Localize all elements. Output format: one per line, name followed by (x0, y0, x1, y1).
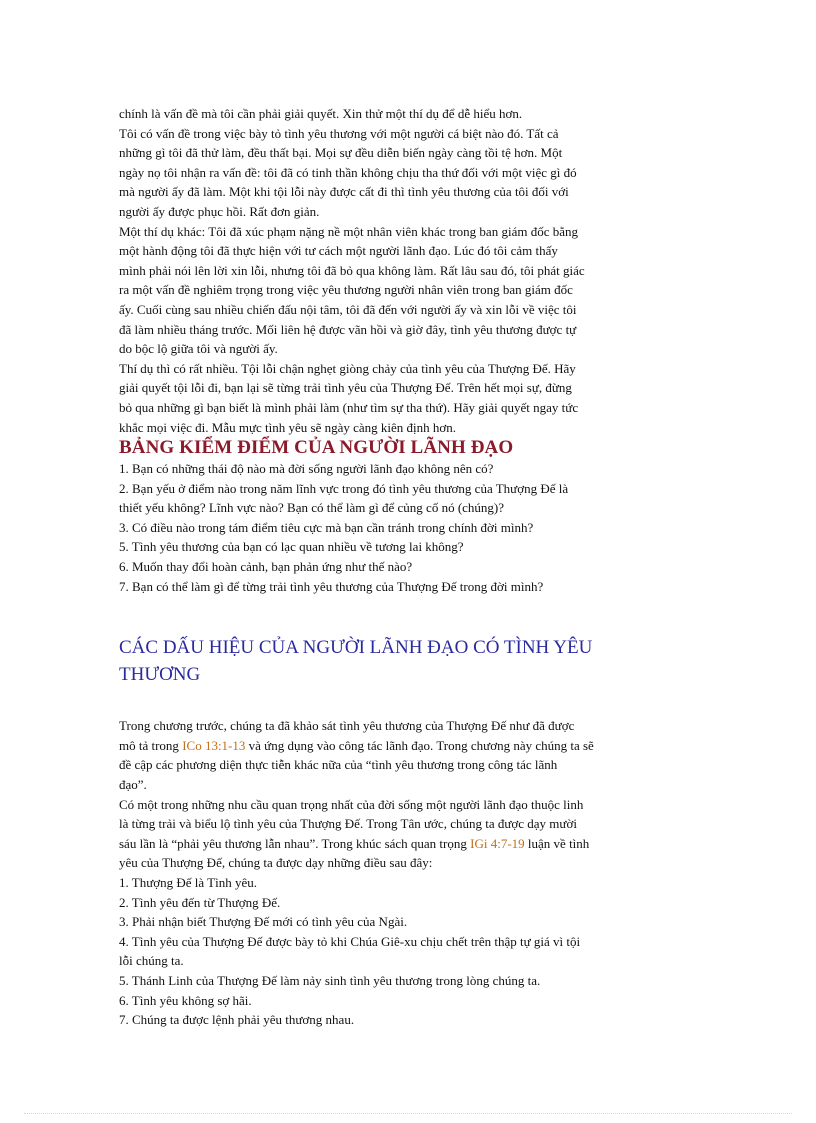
list-item: 7. Chúng ta được lệnh phải yêu thương nhau. (119, 1012, 355, 1028)
checklist (119, 459, 687, 596)
checklist-item: 5. Tình yêu thương của bạn có lạc quan nhiều về tương lai không? (119, 539, 464, 555)
intro-paragraph-1: chính là vấn đề mà tôi cần phải giải quyết. Xin thử một thí dụ để dễ hiểu hơn. (119, 106, 523, 121)
checklist-item: 1. Bạn có những thái độ nào mà đời sống người lãnh đạo không nên có? (119, 461, 494, 477)
list-item: 1. Thượng Đế là Tình yêu. (119, 875, 258, 890)
teaching-list (119, 873, 687, 1030)
intro-paragraph-4: Thí dụ thì có rất nhiều. Tội lỗi chận nghẹt giòng chảy của tình yêu của Thượng Đế. Hãy giải quyết tội lỗi đi, bạn lại sẽ từng trải tình yêu của Thượng Đế. Trên hết mọi sự, đừng bỏ qua những gì bạn biết là mình phải làm (như tìm sự tha thứ). Hãy giải quyết ngay tức khắc mọi việc đi. Mẫu mực tình yêu sẽ ngày càng kiên định hơn. (119, 360, 579, 435)
scripture-reference-link[interactable]: IGi 4:7-19 (470, 835, 525, 851)
paragraph-text: Có một trong những nhu cầu quan trọng nhất của đời sống một người lãnh đạo thuộc linh là từng trải và biểu lộ tình yêu của Thượng Đế. Trong Tân ước, chúng ta được dạy mười sáu lần là “phải yêu thương lẫn nhau”. Trong khúc sách quan trọng (119, 796, 584, 851)
section-paragraph-1 (119, 716, 687, 794)
section-paragraph-2 (119, 795, 687, 873)
spacer (119, 688, 687, 716)
checklist-item: 6. Muốn thay đổi hoàn cảnh, bạn phản ứng như thế nào? (119, 559, 413, 575)
checklist-item: 2. Bạn yếu ở điểm nào trong năm lĩnh vực trong đó tình yêu thương của Thượng Đế là thiết yếu không? Lĩnh vực nào? Bạn có thể làm gì để củng cố nó (chúng)? (119, 480, 569, 516)
paragraph-text: và ứng dụng vào công tác lãnh đạo. Trong chương này chúng ta sẽ đề cập các phương diện thực tiễn khác nữa của “tình yêu thương trong công tác lãnh đạo”. (119, 737, 594, 793)
scripture-reference-link[interactable]: ICo 13:1-13 (182, 737, 246, 753)
list-item: 4. Tình yêu của Thượng Đế được bày tỏ khi Chúa Giê-xu chịu chết trên thập tự giá vì tội lỗi chúng ta. (119, 933, 581, 969)
paragraph-text: Trong chương trước, chúng ta đã khảo sát tình yêu thương của Thượng Đế như đã được mô tả trong (119, 718, 575, 753)
intro-paragraph-3: Một thí dụ khác: Tôi đã xúc phạm nặng nề một nhân viên khác trong ban giám đốc bằng một hành động tôi đã thực hiện với tư cách một người lãnh đạo. Lúc đó tôi cảm thấy mình phải nói lên lời xin lỗi, nhưng tôi đã bỏ qua không làm. Rất lâu sau đó, tôi phát giác ra một vấn đề nghiêm trọng trong việc yêu thương người nhân viên trong ban giám đốc ấy. Cuối cùng sau nhiều chiến đấu nội tâm, tôi đã đến với người ấy và xin lỗi về việc tôi đã làm nhiều tháng trước. Mối liên hệ được vãn hồi và giờ đây, tình yêu thương được tự do bộc lộ giữa tôi và người ấy. (119, 223, 585, 357)
spacer (119, 596, 687, 634)
checklist-item: 3. Có điều nào trong tám điểm tiêu cực mà bạn cần tránh trong chính đời mình? (119, 519, 534, 535)
paragraph-text: luận về tình yêu của Thượng Đế, chúng ta được dạy những điều sau đây: (119, 835, 590, 871)
document-page (119, 104, 687, 1030)
page-bottom-divider (24, 1113, 792, 1114)
checklist-heading: BẢNG KIỂM ĐIỂM CỦA NGƯỜI LÃNH ĐẠO (119, 437, 514, 459)
intro-paragraph-2: Tôi có vấn đề trong việc bày tỏ tình yêu thương với một người cá biệt nào đó. Tất cả những gì tôi đã thử làm, đều thất bại. Mọi sự đều diễn biến ngày càng tồi tệ hơn. Một ngày nọ tôi nhận ra vấn đề: tôi đã có tinh thần không chịu tha thứ đối với một việc gì đó mà người ấy đã làm. Một khi tội lỗi này được cất đi thì tình yêu thương của tôi đối với người ấy được phục hồi. Rất đơn giản. (119, 125, 577, 219)
list-item: 3. Phải nhận biết Thượng Đế mới có tình yêu của Ngài. (119, 914, 408, 930)
list-item: 2. Tình yêu đến từ Thượng Đế. (119, 894, 281, 910)
checklist-item: 7. Bạn có thể làm gì để từng trải tình yêu thương của Thượng Đế trong đời mình? (119, 578, 544, 594)
section-heading: CÁC DẤU HIỆU CỦA NGƯỜI LÃNH ĐẠO CÓ TÌNH YÊU THƯƠNG (119, 637, 593, 686)
list-item: 6. Tình yêu không sợ hãi. (119, 992, 252, 1008)
list-item: 5. Thánh Linh của Thượng Đế làm nảy sinh tình yêu thương trong lòng chúng ta. (119, 972, 541, 988)
